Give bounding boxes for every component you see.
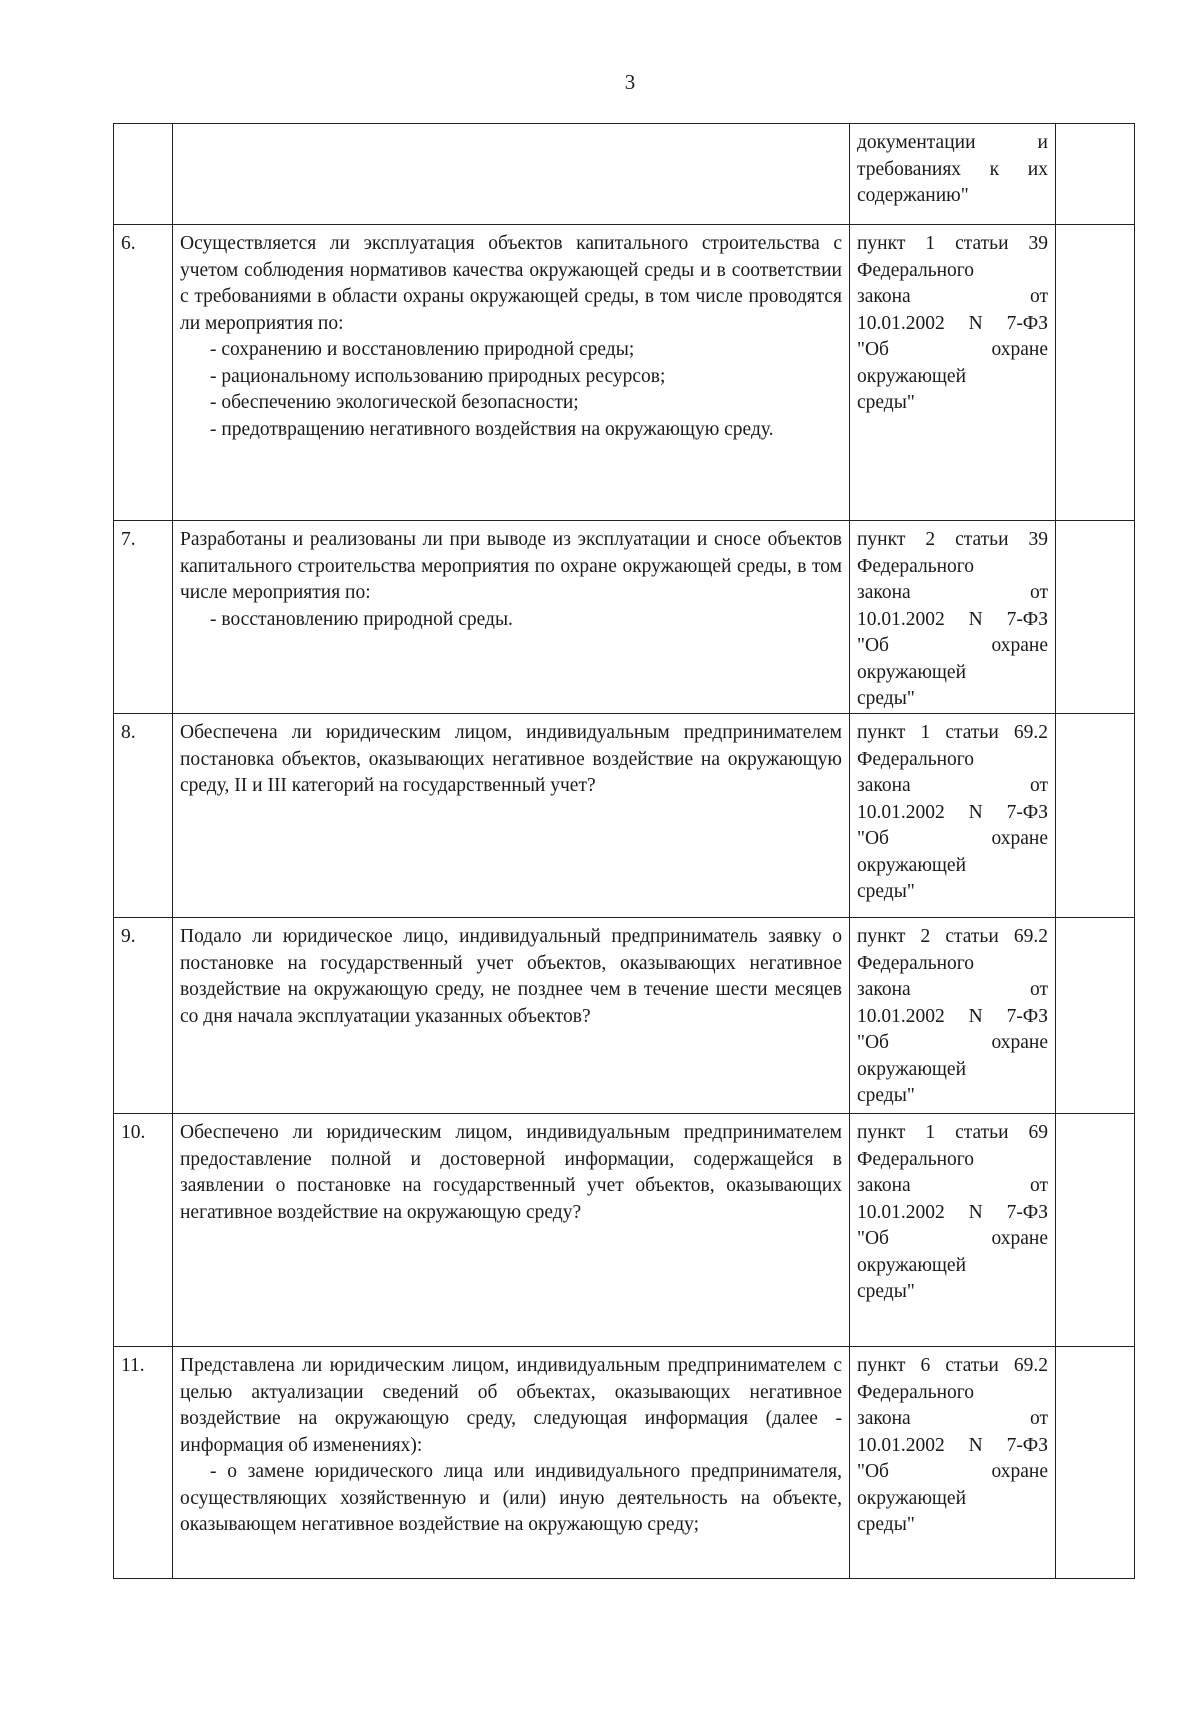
legal-reference-cell — [850, 714, 1056, 918]
question-list-item: - рациональному использованию природных ресурсов; — [210, 365, 666, 387]
note-cell — [1056, 714, 1135, 918]
legal-reference-line: пункт 2 статьи 69.2 — [857, 926, 1048, 947]
legal-reference-line: среды" — [857, 1085, 915, 1106]
question-cell — [173, 714, 850, 918]
row-number: 7. — [114, 521, 173, 714]
legal-reference-line: "Об охране — [857, 635, 1048, 656]
note-cell — [1056, 1347, 1135, 1579]
table-row — [114, 918, 1135, 1114]
question-list-item: - восстановлению природной среды. — [210, 608, 513, 630]
note-cell — [1056, 124, 1135, 225]
legal-reference-line: пункт 2 статьи 39 — [857, 529, 1048, 550]
question-text: Подало ли юридическое лицо, индивидуальный предприниматель заявку о постановке на государственный учет объектов, оказывающих негативное воздействие на окружающую среду, не позднее чем в течение шести месяцев со дня начала эксплуатации указанных объектов? — [180, 926, 842, 1027]
legal-reference-line: Федерального — [857, 555, 975, 577]
row-number: 6. — [114, 225, 173, 521]
legal-reference-line: документации и — [857, 132, 1048, 153]
legal-reference-cell — [850, 918, 1056, 1114]
legal-reference-line: Федерального — [857, 748, 975, 770]
legal-reference-cell — [850, 521, 1056, 714]
table-row — [114, 714, 1135, 918]
legal-reference-line: Федерального — [857, 259, 975, 281]
question-list-item: - предотвращению негативного воздействия на окружающую среду. — [210, 418, 774, 440]
page-number: 3 — [624, 70, 636, 94]
legal-reference-line: Федерального — [857, 1148, 975, 1170]
legal-reference-line: "Об охране — [857, 1032, 1048, 1053]
legal-reference-line: среды" — [857, 688, 915, 709]
legal-reference-line: "Об охране — [857, 339, 1048, 360]
question-cell — [173, 124, 850, 225]
note-cell — [1056, 225, 1135, 521]
legal-reference-line: 10.01.2002 N 7-ФЗ — [857, 1201, 1048, 1223]
question-cell — [173, 521, 850, 714]
question-text: Представлена ли юридическим лицом, индивидуальным предпринимателем с целью актуализации сведений об объектах, оказывающих негативное воздействие на окружающую среду, следующая информация (далее - информация об изменениях): — [180, 1355, 842, 1456]
legal-reference-line: окружающей — [857, 1254, 967, 1276]
legal-reference-line: пункт 1 статьи 69 — [857, 1122, 1048, 1143]
legal-reference-line: 10.01.2002 N 7-ФЗ — [857, 1434, 1048, 1456]
note-cell — [1056, 1114, 1135, 1347]
legal-reference-line: окружающей — [857, 661, 967, 683]
legal-reference-line: закона от — [857, 286, 1048, 307]
note-cell — [1056, 918, 1135, 1114]
legal-reference-line: закона от — [857, 979, 1048, 1000]
table-row — [114, 1347, 1135, 1579]
question-cell — [173, 918, 850, 1114]
row-number: 8. — [114, 714, 173, 918]
note-cell — [1056, 521, 1135, 714]
question-text: Обеспечена ли юридическим лицом, индивидуальным предпринимателем постановка объектов, оказывающих негативное воздействие на окружающую среду, II и III категорий на государственный учет? — [180, 722, 842, 796]
table-row — [114, 521, 1135, 714]
table-row — [114, 124, 1135, 225]
question-list-item: - о замене юридического лица или индивидуального предпринимателя, осуществляющих хозяйственную и (или) иную деятельность на объекте, оказывающем негативное воздействие на окружающую среду; — [180, 1461, 842, 1535]
legal-reference-cell — [850, 124, 1056, 225]
question-cell — [173, 1347, 850, 1579]
table-row — [114, 1114, 1135, 1347]
legal-reference-line: пункт 6 статьи 69.2 — [857, 1355, 1048, 1376]
legal-reference-line: среды" — [857, 392, 915, 413]
row-number: 9. — [114, 918, 173, 1114]
table-row — [114, 225, 1135, 521]
checklist-table — [113, 123, 1135, 1579]
legal-reference-line: окружающей — [857, 1487, 967, 1509]
legal-reference-line: среды" — [857, 1281, 915, 1302]
row-number: 11. — [114, 1347, 173, 1579]
legal-reference-line: Федерального — [857, 952, 975, 974]
legal-reference-line: 10.01.2002 N 7-ФЗ — [857, 801, 1048, 823]
legal-reference-line: окружающей — [857, 854, 967, 876]
legal-reference-line: 10.01.2002 N 7-ФЗ — [857, 608, 1048, 630]
legal-reference-line: пункт 1 статьи 39 — [857, 233, 1048, 254]
question-text: Осуществляется ли эксплуатация объектов капитального строительства с учетом соблюдения нормативов качества окружающей среды и в соответствии с требованиями в области охраны окружающей среды, в том числе проводятся ли мероприятия по: — [180, 233, 842, 334]
legal-reference-line: среды" — [857, 881, 915, 902]
question-list-item: - сохранению и восстановлению природной среды; — [210, 339, 635, 360]
legal-reference-line: 10.01.2002 N 7-ФЗ — [857, 312, 1048, 334]
legal-reference-line: требованиях к их — [857, 158, 1048, 180]
legal-reference-line: окружающей — [857, 1058, 967, 1080]
question-list-item: - обеспечению экологической безопасности; — [210, 392, 579, 413]
question-text: Разработаны и реализованы ли при выводе из эксплуатации и сносе объектов капитального строительства мероприятия по охране окружающей среды, в том числе мероприятия по: — [180, 529, 842, 603]
legal-reference-line: закона от — [857, 1175, 1048, 1196]
legal-reference-line: закона от — [857, 775, 1048, 796]
legal-reference-line: окружающей — [857, 365, 967, 387]
legal-reference-cell — [850, 1347, 1056, 1579]
legal-reference-line: "Об охране — [857, 828, 1048, 849]
legal-reference-line: Федерального — [857, 1381, 975, 1403]
row-number: 10. — [114, 1114, 173, 1347]
legal-reference-line: "Об охране — [857, 1461, 1048, 1482]
question-cell — [173, 1114, 850, 1347]
legal-reference-line: среды" — [857, 1514, 915, 1535]
legal-reference-cell — [850, 225, 1056, 521]
question-cell — [173, 225, 850, 521]
legal-reference-line: закона от — [857, 582, 1048, 603]
legal-reference-line: содержанию" — [857, 185, 969, 206]
row-number — [114, 124, 173, 225]
legal-reference-line: "Об охране — [857, 1228, 1048, 1249]
legal-reference-cell — [850, 1114, 1056, 1347]
legal-reference-line: 10.01.2002 N 7-ФЗ — [857, 1005, 1048, 1027]
question-text: Обеспечено ли юридическим лицом, индивидуальным предпринимателем предоставление полной и достоверной информации, содержащейся в заявлении о постановке на государственный учет объектов, оказывающих негативное воздействие на окружающую среду? — [180, 1122, 842, 1223]
legal-reference-line: пункт 1 статьи 69.2 — [857, 722, 1048, 743]
legal-reference-line: закона от — [857, 1408, 1048, 1429]
